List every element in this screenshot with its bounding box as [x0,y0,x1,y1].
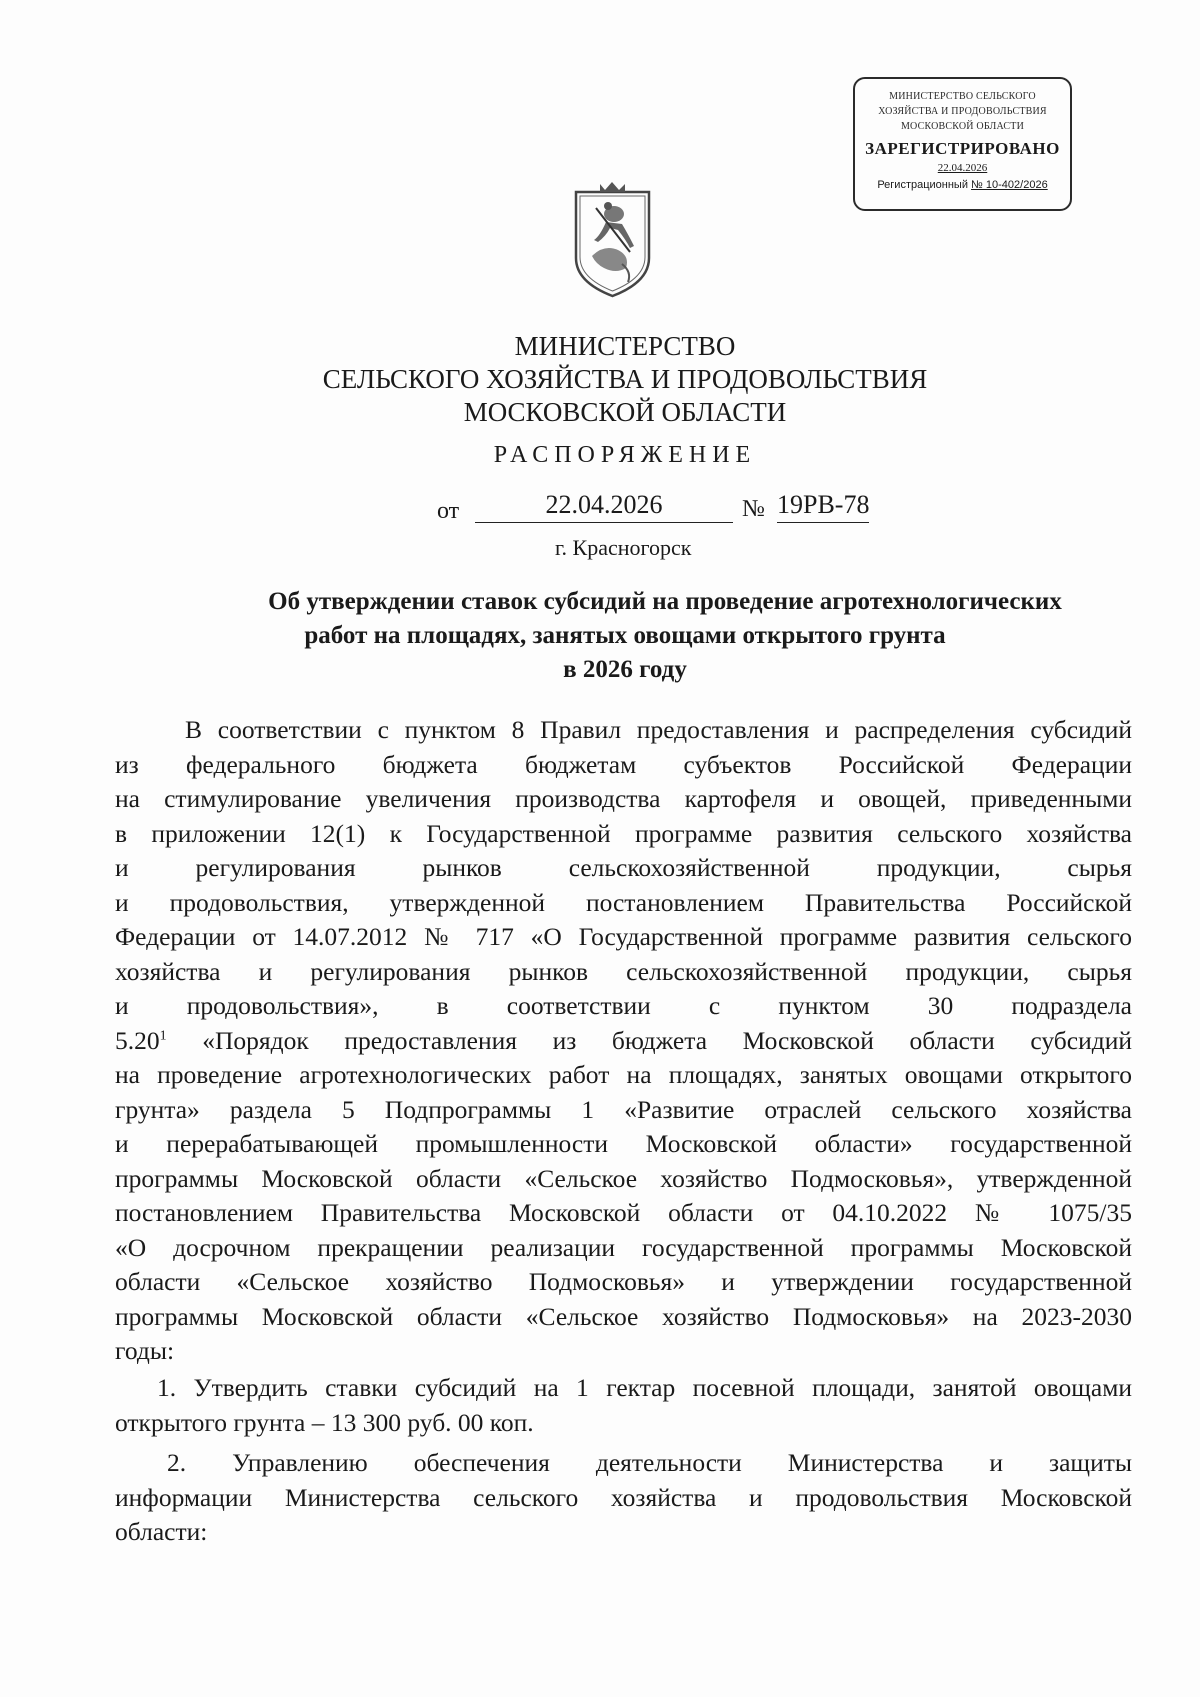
body-line: программы Московской области «Сельское хозяйство Подмосковья» на 2023-2030 [115,1301,1132,1331]
stamp-line-3: МОСКОВСКОЙ ОБЛАСТИ [900,121,1025,132]
ministry-line-3: МОСКОВСКОЙ ОБЛАСТИ [463,397,787,427]
stamp-line-2: ХОЗЯЙСТВА И ПРОДОВОЛЬСТВИЯ [878,106,1047,117]
stamp-status: ЗАРЕГИСТРИРОВАНО [865,139,1060,158]
number-sign: № [742,496,765,522]
body-line: годы: [115,1336,175,1365]
stamp-reg-value: № 10-402/2026 [971,179,1048,191]
body-line-section [115,1024,1132,1059]
ministry-line-2: СЕЛЬСКОГО ХОЗЯЙСТВА И ПРОДОВОЛЬСТВИЯ [322,364,928,394]
subject-line-2: работ на площадях, занятых овощами открытого грунта [304,622,946,649]
body-paragraph [115,713,1132,1369]
body-line: области «Сельское хозяйство Подмосковья» и утверждении государственной [115,1267,1132,1296]
body-line: хозяйства и регулирования рынков сельскохозяйственной продукции, сырья [115,956,1132,986]
document-type: РАСПОРЯЖЕНИЕ [493,442,757,468]
item-1 [115,1371,1132,1440]
document-date: 22.04.2026 [475,490,733,523]
section-number: 5.20 [115,1025,160,1055]
subject-line-1: Об утверждении ставок субсидий на проведение агротехнологических [268,588,1062,615]
body-line: программы Московской области «Сельское хозяйство Подмосковья», утвержденной [115,1163,1132,1193]
body-line: и продовольствия», в соответствии с пунктом 30 подраздела [115,991,1132,1020]
body-line: на проведение агротехнологических работ на площадях, занятых овощами открытого [115,1060,1132,1089]
body-line: «О досрочном прекращении реализации государственной программы Московской [115,1232,1132,1262]
ministry-line-1: МИНИСТЕРСТВО [514,331,736,361]
date-prefix: от [437,498,460,524]
stamp-date: 22.04.2026 [937,162,988,174]
body-line: постановлением Правительства Московской области от 04.10.2022 № 1075/35 [115,1198,1132,1227]
stamp-reg-number [855,177,1070,194]
item-2 [115,1446,1132,1550]
ministry-name [0,330,1200,429]
body-line: В соответствии с пунктом 8 Правил предоставления и распределения субсидий [185,715,1132,744]
body-line: из федерального бюджета бюджетам субъектов Российской Федерации [115,749,1132,779]
item-1-line-1: 1. Утвердить ставки субсидий на 1 гектар посевной площади, занятой овощами [157,1373,1132,1402]
city: г. Красногорск [555,535,692,560]
body-line: грунта» раздела 5 Подпрограммы 1 «Развитие отраслей сельского хозяйства [115,1094,1132,1124]
body-line: на стимулирование увеличения производства картофеля и овощей, приведенными [115,784,1132,813]
item-1-line-2: открытого грунта – 13 300 руб. 00 коп. [115,1407,534,1437]
section-text: «Порядок предоставления из бюджета Московской области субсидий [202,1025,1133,1055]
document-subject [0,585,1200,687]
subject-line-3: в 2026 году [563,656,687,683]
document-number: 19РВ-78 [777,490,869,523]
date-number-row [0,490,1200,530]
body-line: и продовольствия, утвержденной постановлением Правительства Российской [115,887,1132,917]
item-2-line-3: области: [115,1517,208,1546]
item-2-line-2: информации Министерства сельского хозяйства и продовольствия Московской [115,1482,1132,1512]
stamp-reg-label: Регистрационный [877,179,968,191]
stamp-line-1: МИНИСТЕРСТВО СЕЛЬСКОГО [889,91,1036,102]
body-line: в приложении 12(1) к Государственной программе развития сельского хозяйства [115,818,1132,848]
section-superscript: 1 [159,1028,167,1043]
body-line: и перерабатывающей промышленности Московской области» государственной [115,1129,1132,1158]
item-2-line-1: 2. Управлению обеспечения деятельности Министерства и защиты [167,1448,1132,1477]
registration-stamp [853,77,1072,211]
body-line: Федерации от 14.07.2012 № 717 «О Государственной программе развития сельского [115,922,1132,951]
coat-of-arms-icon [570,178,655,303]
body-line: и регулирования рынков сельскохозяйственной продукции, сырья [115,853,1132,882]
